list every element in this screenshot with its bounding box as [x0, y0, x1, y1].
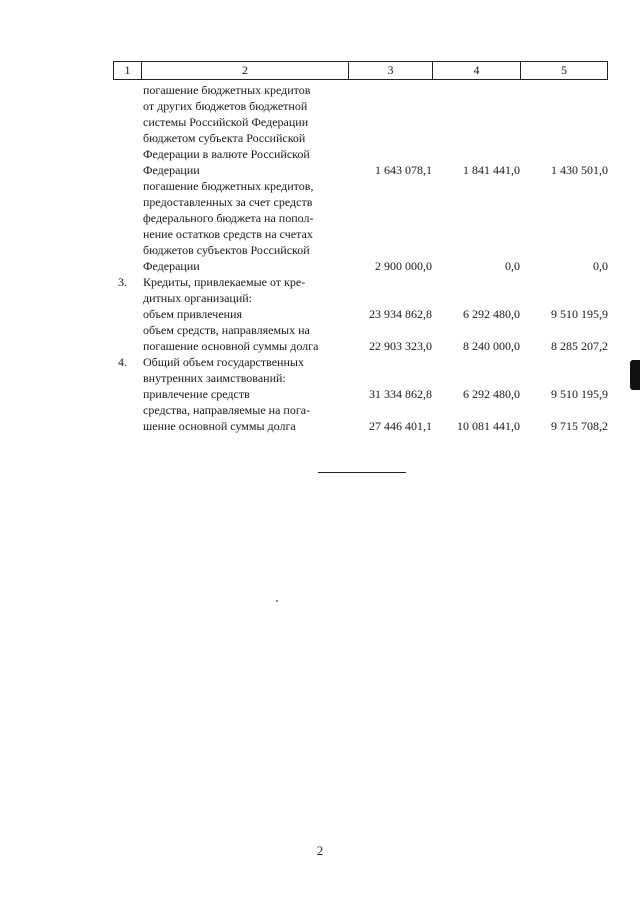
table-cell-col-3: 23 934 862,8 — [369, 307, 432, 321]
scan-speck — [276, 600, 278, 602]
label-line: погашение бюджетных кредитов — [143, 83, 311, 97]
table-row-label — [143, 306, 348, 322]
table-row-label — [143, 354, 348, 386]
label-line: Федерации — [143, 259, 200, 273]
table-cell-col-4: 1 841 441,0 — [463, 163, 520, 177]
label-line: Общий объем государственных — [143, 355, 304, 369]
label-line: погашение бюджетных кредитов, — [143, 179, 314, 193]
label-line: федерального бюджета на попол- — [143, 211, 314, 225]
table-cell-col-5: 0,0 — [593, 259, 608, 273]
end-divider-line — [318, 472, 406, 473]
table-row-label — [143, 386, 348, 402]
table-cell-col-5: 9 510 195,9 — [551, 307, 608, 321]
label-line: системы Российской Федерации — [143, 115, 309, 129]
binding-mark — [630, 360, 640, 390]
table-header-col-5: 5 — [520, 61, 608, 80]
table-row-label — [143, 82, 348, 178]
label-line: Кредиты, привлекаемые от кре- — [143, 275, 306, 289]
label-line: нение остатков средств на счетах — [143, 227, 313, 241]
label-line: шение основной суммы долга — [143, 419, 296, 433]
label-line: от других бюджетов бюджетной — [143, 99, 308, 113]
label-line: средства, направляемые на пога- — [143, 403, 311, 417]
table-cell-col-4: 6 292 480,0 — [463, 307, 520, 321]
table-cell-col-3: 27 446 401,1 — [369, 419, 432, 433]
label-line: бюджетом субъекта Российской — [143, 131, 306, 145]
table-cell-col-3: 22 903 323,0 — [369, 339, 432, 353]
table-header-col-1: 1 — [113, 61, 141, 80]
table-header-col-3: 3 — [348, 61, 432, 80]
label-line: привлечение средств — [143, 387, 250, 401]
table-row-label — [143, 178, 348, 274]
label-line: Федерации — [143, 163, 200, 177]
label-line: внутренних заимствований: — [143, 371, 286, 385]
table-row-label — [143, 402, 348, 434]
table-cell-col-4: 6 292 480,0 — [463, 387, 520, 401]
table-cell-col-3: 31 334 862,8 — [369, 387, 432, 401]
table-row-label — [143, 322, 348, 354]
label-line: Федерации в валюте Российской — [143, 147, 310, 161]
section-index: 3. — [118, 275, 127, 289]
table-cell-col-4: 10 081 441,0 — [457, 419, 520, 433]
label-line: дитных организаций: — [143, 291, 253, 305]
label-line: объем привлечения — [143, 307, 243, 321]
table-cell-col-4: 0,0 — [505, 259, 520, 273]
table-cell-col-5: 9 510 195,9 — [551, 387, 608, 401]
label-line: бюджетов субъектов Российской — [143, 243, 310, 257]
table-cell-col-5: 8 285 207,2 — [551, 339, 608, 353]
label-line: объем средств, направляемых на — [143, 323, 310, 337]
label-line: предоставленных за счет средств — [143, 195, 313, 209]
table-header-col-4: 4 — [432, 61, 520, 80]
table-cell-col-3: 2 900 000,0 — [375, 259, 432, 273]
table-cell-col-4: 8 240 000,0 — [463, 339, 520, 353]
page-number: 2 — [316, 843, 324, 858]
table-cell-col-5: 1 430 501,0 — [551, 163, 608, 177]
table-cell-col-5: 9 715 708,2 — [551, 419, 608, 433]
table-header-col-2: 2 — [141, 61, 348, 80]
table-cell-col-3: 1 643 078,1 — [375, 163, 432, 177]
section-index: 4. — [118, 355, 127, 369]
table-row-label — [143, 274, 348, 306]
label-line: погашение основной суммы долга — [143, 339, 319, 353]
